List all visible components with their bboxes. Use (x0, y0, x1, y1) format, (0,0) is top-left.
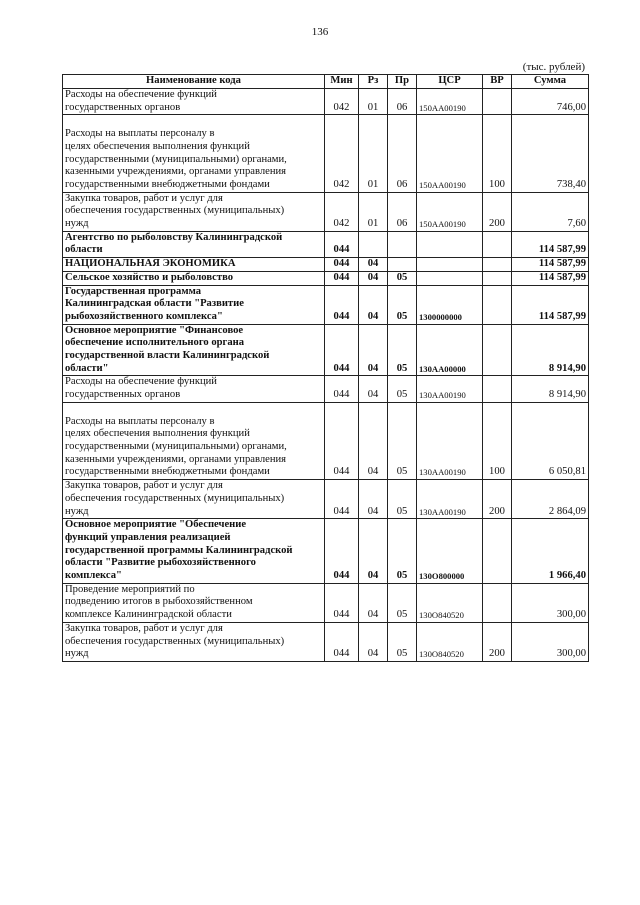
row-sum: 7,60 (512, 192, 589, 231)
row-pr: 05 (388, 583, 417, 622)
row-rz: 04 (359, 285, 388, 324)
row-rz: 04 (359, 480, 388, 519)
row-name: Расходы на обеспечение функций государственных органов (63, 376, 325, 402)
table-row (63, 271, 589, 285)
row-csr: 130АА00190 (417, 376, 483, 402)
units-label: (тыс. рублей) (522, 61, 585, 73)
row-name: Закупка товаров, работ и услуг для обеспечения государственных (муниципальных) нужд (63, 192, 325, 231)
row-min: 044 (325, 271, 359, 285)
row-pr: 06 (388, 192, 417, 231)
row-vr: 100 (483, 115, 512, 192)
row-csr: 130О800000 (417, 519, 483, 584)
row-vr (483, 583, 512, 622)
row-name: Проведение мероприятий по подведению итогов в рыбохозяйственном комплексе Калининградской области (63, 583, 325, 622)
table-row (63, 583, 589, 622)
row-sum: 114 587,99 (512, 285, 589, 324)
row-rz: 04 (359, 271, 388, 285)
header-csr: ЦСР (417, 75, 483, 89)
row-rz: 01 (359, 89, 388, 115)
row-vr (483, 285, 512, 324)
header-pr: Пр (388, 75, 417, 89)
table-row (63, 480, 589, 519)
row-vr: 100 (483, 402, 512, 479)
header-min: Мин (325, 75, 359, 89)
row-pr: 06 (388, 115, 417, 192)
table-row (63, 376, 589, 402)
table-row (63, 324, 589, 376)
row-name: Расходы на выплаты персоналу в целях обеспечения выполнения функций государственными (муниципальными) органами, казенными учреждениями, органами управления государственными внебюджетными фондами (63, 115, 325, 192)
table-row (63, 231, 589, 257)
row-rz: 01 (359, 192, 388, 231)
row-vr (483, 519, 512, 584)
row-sum: 300,00 (512, 583, 589, 622)
table-row (63, 285, 589, 324)
row-rz (359, 231, 388, 257)
row-csr: 150АА00190 (417, 89, 483, 115)
row-csr (417, 271, 483, 285)
row-csr: 130О840520 (417, 622, 483, 661)
table-body (63, 89, 589, 662)
row-vr: 200 (483, 192, 512, 231)
row-name: Закупка товаров, работ и услуг для обеспечения государственных (муниципальных) нужд (63, 480, 325, 519)
row-min: 044 (325, 480, 359, 519)
row-min: 044 (325, 622, 359, 661)
row-sum: 114 587,99 (512, 258, 589, 272)
row-rz: 04 (359, 519, 388, 584)
row-rz: 04 (359, 402, 388, 479)
header-vr: ВР (483, 75, 512, 89)
row-pr (388, 258, 417, 272)
row-sum: 8 914,90 (512, 324, 589, 376)
row-pr: 05 (388, 402, 417, 479)
row-min: 044 (325, 231, 359, 257)
budget-table (62, 74, 589, 662)
row-pr: 05 (388, 271, 417, 285)
row-name: Закупка товаров, работ и услуг для обеспечения государственных (муниципальных) нужд (63, 622, 325, 661)
row-sum: 746,00 (512, 89, 589, 115)
row-name: Расходы на выплаты персоналу в целях обеспечения выполнения функций государственными (муниципальными) органами, казенными учреждениями, органами управления государственными внебюджетными фондами (63, 402, 325, 479)
table-header (63, 75, 589, 89)
row-csr: 150АА00190 (417, 115, 483, 192)
row-vr (483, 376, 512, 402)
row-vr (483, 271, 512, 285)
row-csr: 130АА00190 (417, 402, 483, 479)
row-pr (388, 231, 417, 257)
table-row (63, 115, 589, 192)
row-pr: 05 (388, 519, 417, 584)
row-name: Государственная программа Калининградская области "Развитие рыбохозяйственного комплекса" (63, 285, 325, 324)
row-name: Основное мероприятие "Финансовое обеспечение исполнительного органа государственной власти Калининградской области" (63, 324, 325, 376)
table-row (63, 258, 589, 272)
row-pr: 05 (388, 324, 417, 376)
row-rz: 04 (359, 258, 388, 272)
row-csr (417, 231, 483, 257)
row-min: 042 (325, 192, 359, 231)
row-sum: 6 050,81 (512, 402, 589, 479)
row-vr: 200 (483, 480, 512, 519)
row-min: 042 (325, 115, 359, 192)
row-name: Агентство по рыболовству Калининградской области (63, 231, 325, 257)
table-row (63, 192, 589, 231)
row-sum: 2 864,09 (512, 480, 589, 519)
row-min: 044 (325, 583, 359, 622)
table-row (63, 89, 589, 115)
table-row (63, 622, 589, 661)
row-csr: 130О840520 (417, 583, 483, 622)
row-min: 044 (325, 285, 359, 324)
header-sum: Сумма (512, 75, 589, 89)
header-name: Наименование кода (63, 75, 325, 89)
row-pr: 05 (388, 480, 417, 519)
table-row (63, 519, 589, 584)
row-rz: 01 (359, 115, 388, 192)
row-name: Основное мероприятие "Обеспечение функций управления реализацией государственной программы Калининградской области "Развитие рыбохозяйственного комплекса" (63, 519, 325, 584)
row-csr: 1300000000 (417, 285, 483, 324)
row-csr: 130АА00000 (417, 324, 483, 376)
row-sum: 114 587,99 (512, 271, 589, 285)
row-vr (483, 258, 512, 272)
row-sum: 1 966,40 (512, 519, 589, 584)
row-rz: 04 (359, 622, 388, 661)
row-pr: 05 (388, 622, 417, 661)
row-csr (417, 258, 483, 272)
row-min: 042 (325, 89, 359, 115)
row-csr: 150АА00190 (417, 192, 483, 231)
header-rz: Рз (359, 75, 388, 89)
row-vr (483, 231, 512, 257)
row-min: 044 (325, 376, 359, 402)
row-vr (483, 89, 512, 115)
row-sum: 114 587,99 (512, 231, 589, 257)
row-rz: 04 (359, 376, 388, 402)
table-row (63, 402, 589, 479)
row-pr: 05 (388, 376, 417, 402)
row-rz: 04 (359, 324, 388, 376)
page-number: 136 (311, 26, 329, 38)
row-min: 044 (325, 402, 359, 479)
row-pr: 06 (388, 89, 417, 115)
row-name: Сельское хозяйство и рыболовство (63, 271, 325, 285)
row-vr (483, 324, 512, 376)
row-pr: 05 (388, 285, 417, 324)
row-name: НАЦИОНАЛЬНАЯ ЭКОНОМИКА (63, 258, 325, 272)
row-min: 044 (325, 324, 359, 376)
row-min: 044 (325, 519, 359, 584)
row-rz: 04 (359, 583, 388, 622)
row-sum: 300,00 (512, 622, 589, 661)
row-sum: 8 914,90 (512, 376, 589, 402)
row-csr: 130АА00190 (417, 480, 483, 519)
row-min: 044 (325, 258, 359, 272)
row-sum: 738,40 (512, 115, 589, 192)
row-vr: 200 (483, 622, 512, 661)
row-name: Расходы на обеспечение функций государственных органов (63, 89, 325, 115)
